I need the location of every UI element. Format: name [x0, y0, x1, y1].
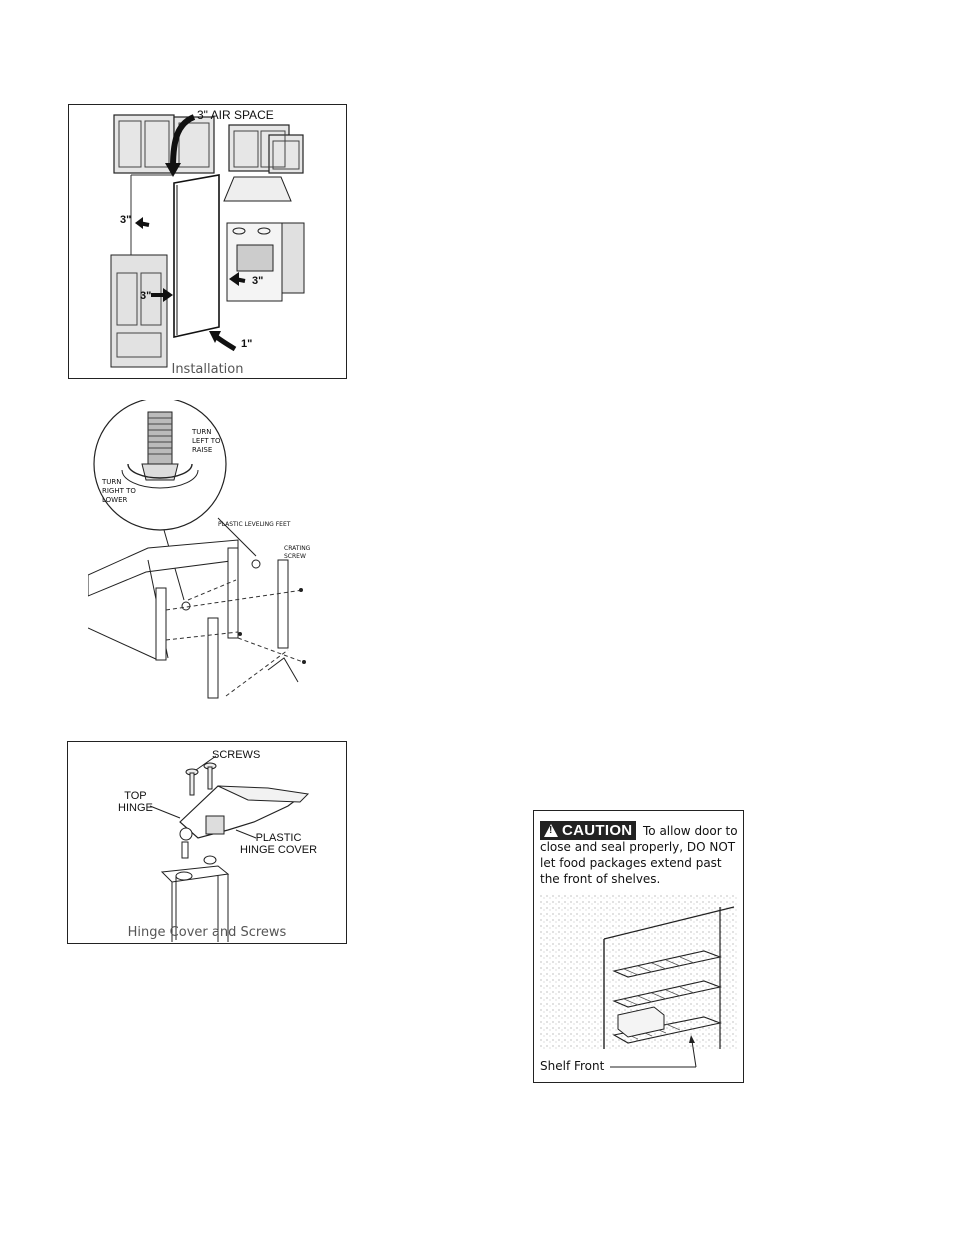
- left-gap-label: 3": [120, 214, 132, 226]
- crating-screw-label: CRATING SCREW: [284, 545, 311, 560]
- top-hinge-label: TOP HINGE: [118, 790, 153, 814]
- turn-right-label: TURN RIGHT TO LOWER: [102, 478, 136, 504]
- air-space-label: 3" AIR SPACE: [197, 108, 274, 122]
- shelf-front-label: Shelf Front: [540, 1059, 605, 1073]
- lower-left-gap-label: 3": [140, 290, 152, 302]
- caution-badge-label: CAUTION: [562, 822, 633, 839]
- installation-figure: [68, 104, 347, 379]
- installation-caption: Installation: [171, 362, 244, 377]
- turn-left-label: TURN LEFT TO RAISE: [192, 428, 221, 454]
- hinge-caption: Hinge Cover and Screws: [127, 925, 287, 940]
- bottom-gap-label: 1": [241, 338, 253, 350]
- warning-triangle-icon: !: [544, 824, 558, 837]
- caution-figure: [533, 810, 744, 1083]
- caution-text: To allow door to close and seal properly, DO NOT let food packages extend past the front of shelves.: [540, 824, 738, 886]
- screws-label: SCREWS: [212, 749, 261, 761]
- leveling-feet-label: PLASTIC LEVELING FEET: [218, 521, 291, 528]
- leveling-feet-figure: [88, 400, 314, 700]
- shelf-illustration: [534, 811, 743, 1082]
- right-gap-label: 3": [252, 275, 264, 287]
- hinge-figure: [67, 741, 347, 944]
- installation-illustration: [69, 105, 346, 378]
- plastic-hinge-cover-label: PLASTIC HINGE COVER: [240, 832, 318, 856]
